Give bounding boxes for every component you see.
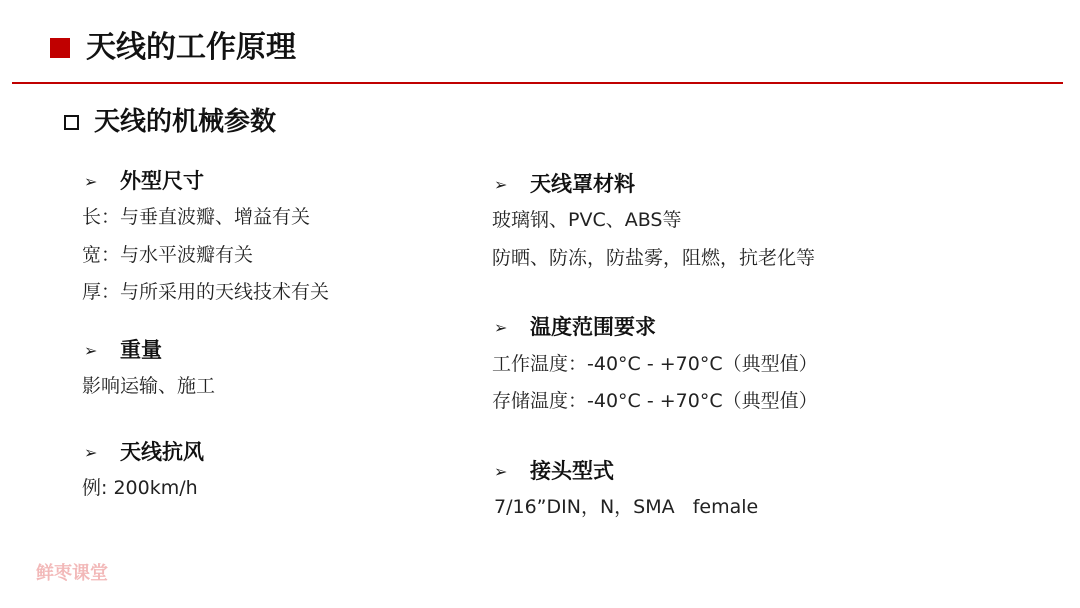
size-line-thickness: 厚：与所采用的天线技术有关 [82, 281, 330, 303]
radome-title: 天线罩材料 [530, 172, 635, 196]
subtitle-bullet-icon [64, 115, 79, 130]
arrow-bullet-icon: ➢ [494, 175, 508, 194]
wind-line: 例: 200km/h [82, 477, 198, 499]
connector-title: 接头型式 [530, 459, 614, 483]
arrow-bullet-icon: ➢ [84, 443, 98, 462]
size-line-width: 宽：与水平波瓣有关 [82, 244, 254, 266]
radome-line-material: 玻璃钢、PVC、ABS等 [492, 209, 682, 231]
arrow-bullet-icon: ➢ [84, 341, 98, 360]
temperature-line-storage: 存储温度：-40°C - +70°C（典型值） [492, 390, 818, 412]
weight-line: 影响运输、施工 [82, 375, 216, 397]
arrow-bullet-icon: ➢ [494, 462, 508, 481]
title-marker [50, 38, 70, 58]
wind-title: 天线抗风 [120, 440, 204, 464]
section-heading: 天线的机械参数 [94, 107, 277, 137]
arrow-bullet-icon: ➢ [84, 172, 98, 191]
temperature-title: 温度范围要求 [530, 315, 656, 339]
size-title: 外型尺寸 [120, 169, 204, 193]
page-title: 天线的工作原理 [86, 30, 296, 65]
radome-line-properties: 防晒、防冻，防盐雾，阻燃，抗老化等 [492, 247, 816, 269]
size-line-length: 长：与垂直波瓣、增益有关 [82, 206, 311, 228]
temperature-line-operating: 工作温度：-40°C - +70°C（典型值） [492, 353, 818, 375]
weight-title: 重量 [120, 338, 162, 362]
watermark: 鲜枣课堂 [36, 563, 108, 584]
title-divider [12, 82, 1063, 84]
connector-line: 7/16”DIN，N，SMA female [494, 496, 759, 518]
arrow-bullet-icon: ➢ [494, 318, 508, 337]
